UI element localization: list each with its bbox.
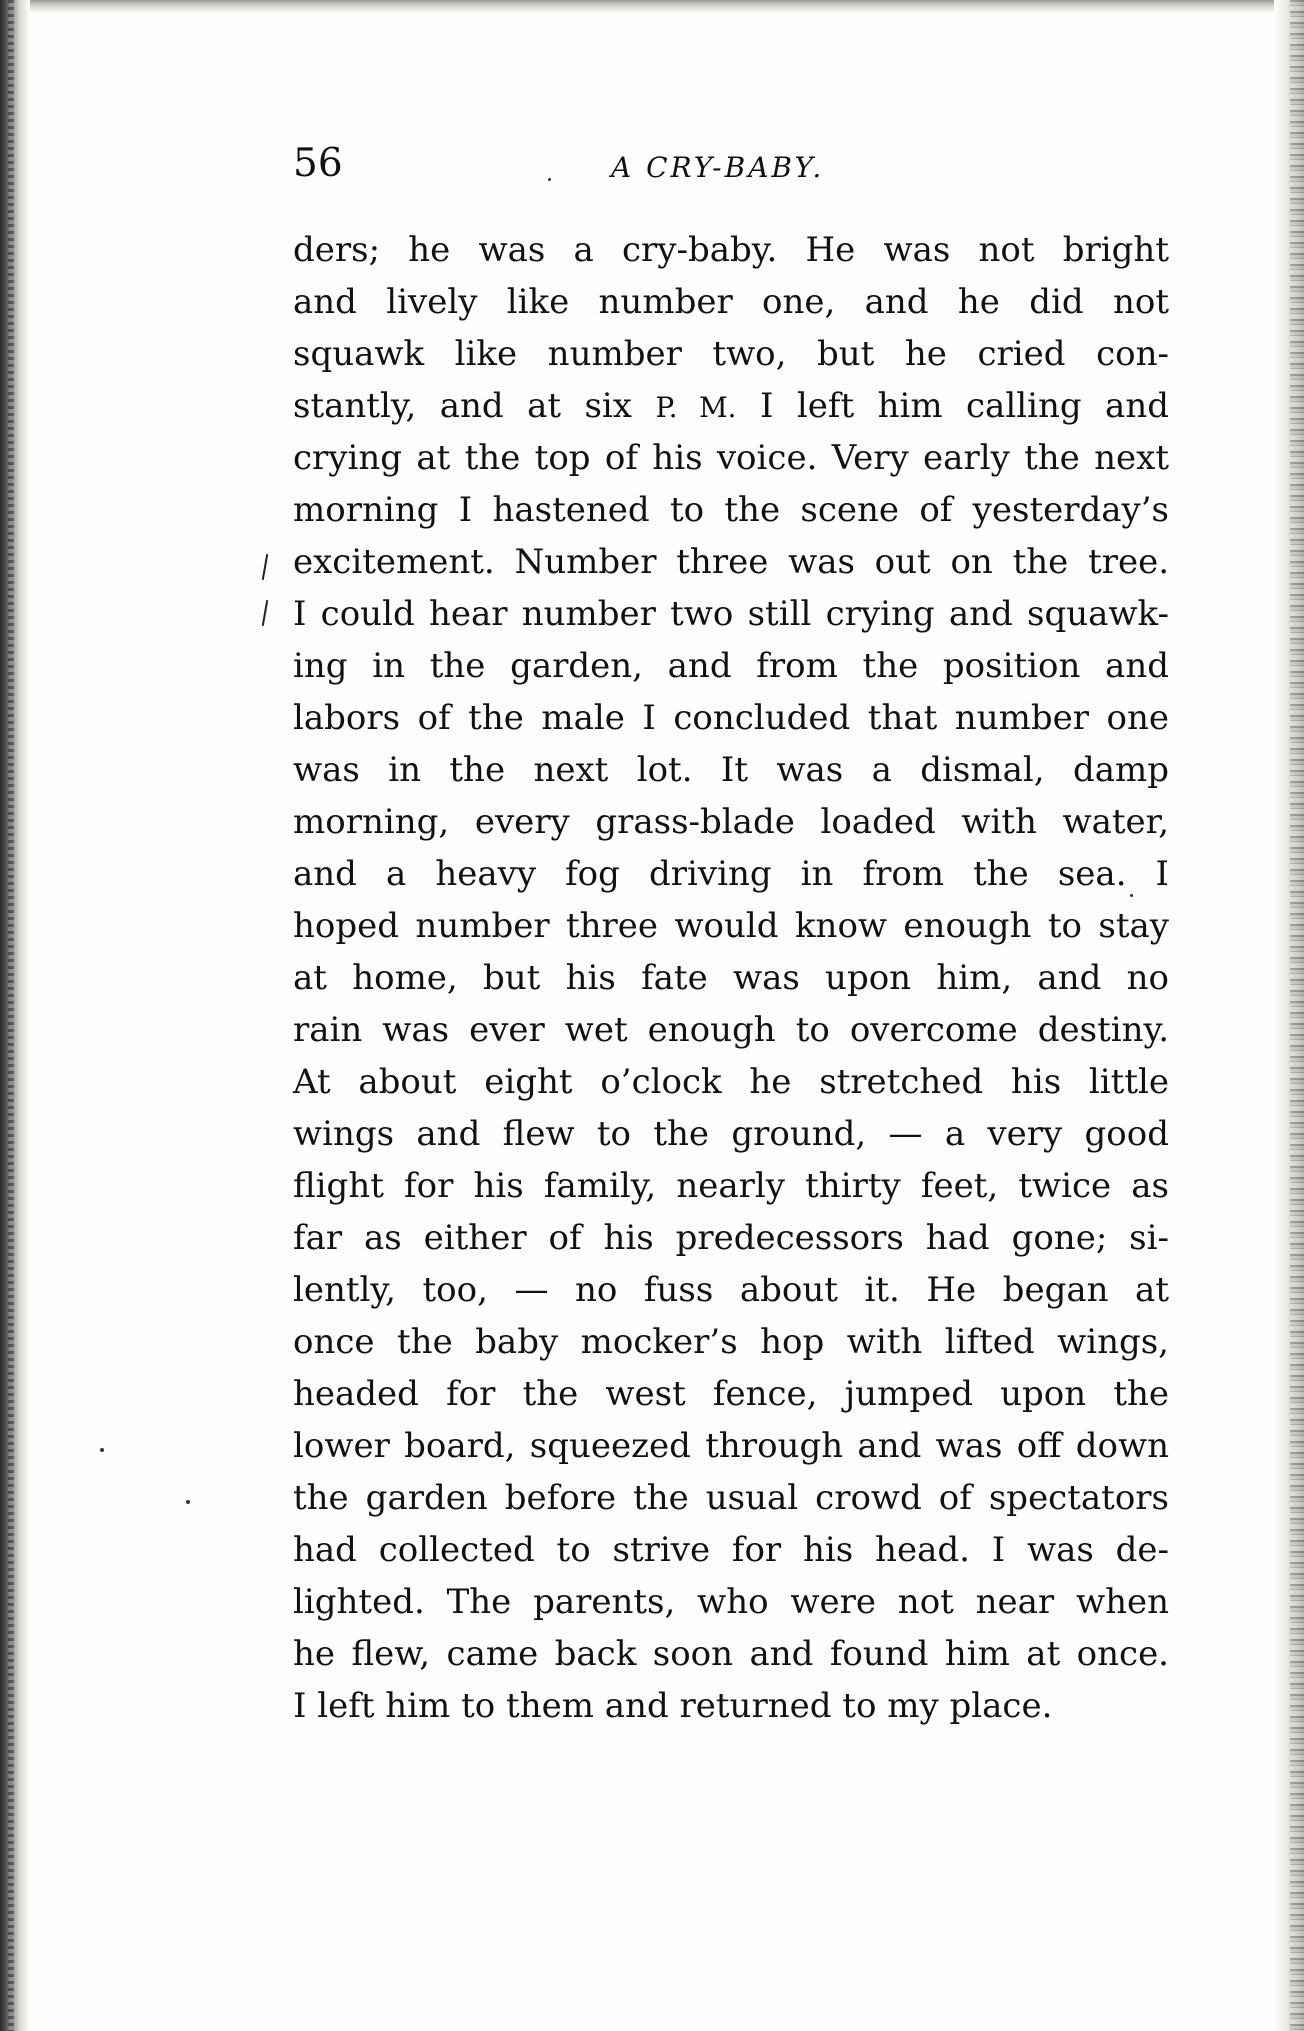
binding-texture — [8, 0, 14, 2031]
text-fragment: I left him calling and — [760, 386, 1169, 426]
scan-speck — [100, 1448, 104, 1452]
time-abbreviation: P. M. — [655, 391, 737, 424]
text-line: flight for his family, nearly thirty feet, twice as — [293, 1166, 1169, 1206]
scan-speck — [548, 178, 551, 181]
text-line: lently, too, — no fuss about it. He began at — [293, 1270, 1169, 1310]
text-line: the garden before the usual crowd of spectators — [293, 1478, 1169, 1518]
text-line: I left him to them and returned to my place. — [293, 1686, 1053, 1726]
pencil-margin-mark — [262, 554, 268, 580]
scan-top-edge — [0, 0, 1304, 14]
text-line: headed for the west fence, jumped upon the — [293, 1374, 1169, 1414]
body-text — [293, 224, 1169, 1732]
text-line: crying at the top of his voice. Very early the next — [293, 438, 1169, 478]
text-line: labors of the male I concluded that number one — [293, 698, 1169, 738]
text-line: wings and flew to the ground, — a very good — [293, 1114, 1169, 1154]
text-line: At about eight o’clock he stretched his little — [293, 1062, 1169, 1102]
text-line: squawk like number two, but he cried con- — [293, 334, 1169, 374]
page-number: 56 — [293, 141, 343, 186]
text-line: had collected to strive for his head. I was de- — [293, 1530, 1169, 1570]
scan-speck — [1130, 894, 1133, 897]
running-title: A CRY-BABY. — [611, 151, 825, 184]
text-line: hoped number three would know enough to stay — [293, 906, 1169, 946]
text-line: ing in the garden, and from the position and — [293, 646, 1169, 686]
text-line: and a heavy fog driving in from the sea. I — [293, 854, 1169, 894]
text-line: lower board, squeezed through and was off down — [293, 1426, 1169, 1466]
text-line: he flew, came back soon and found him at once. — [293, 1634, 1169, 1674]
text-line: morning I hastened to the scene of yesterday’s — [293, 490, 1169, 530]
binding-shadow — [0, 0, 30, 2031]
text-line: once the baby mocker’s hop with lifted wings, — [293, 1322, 1169, 1362]
text-line: ders; he was a cry-baby. He was not bright — [293, 230, 1169, 270]
page-edge-texture — [1290, 0, 1304, 2031]
text-line: was in the next lot. It was a dismal, damp — [293, 750, 1169, 790]
text-line — [293, 380, 1169, 432]
scan-speck — [186, 1500, 190, 1504]
text-line: rain was ever wet enough to overcome destiny. — [293, 1010, 1169, 1050]
text-line: far as either of his predecessors had gone; si- — [293, 1218, 1169, 1258]
text-line: lighted. The parents, who were not near when — [293, 1582, 1169, 1622]
page-header — [293, 140, 1169, 196]
pencil-margin-mark — [262, 600, 268, 626]
text-line: at home, but his fate was upon him, and no — [293, 958, 1169, 998]
text-line: I could hear number two still crying and squawk- — [293, 594, 1169, 634]
text-fragment: stantly, and at six — [293, 386, 632, 426]
text-line: and lively like number one, and he did not — [293, 282, 1169, 322]
text-line: morning, every grass-blade loaded with water, — [293, 802, 1169, 842]
text-line: excitement. Number three was out on the tree. — [293, 542, 1169, 582]
